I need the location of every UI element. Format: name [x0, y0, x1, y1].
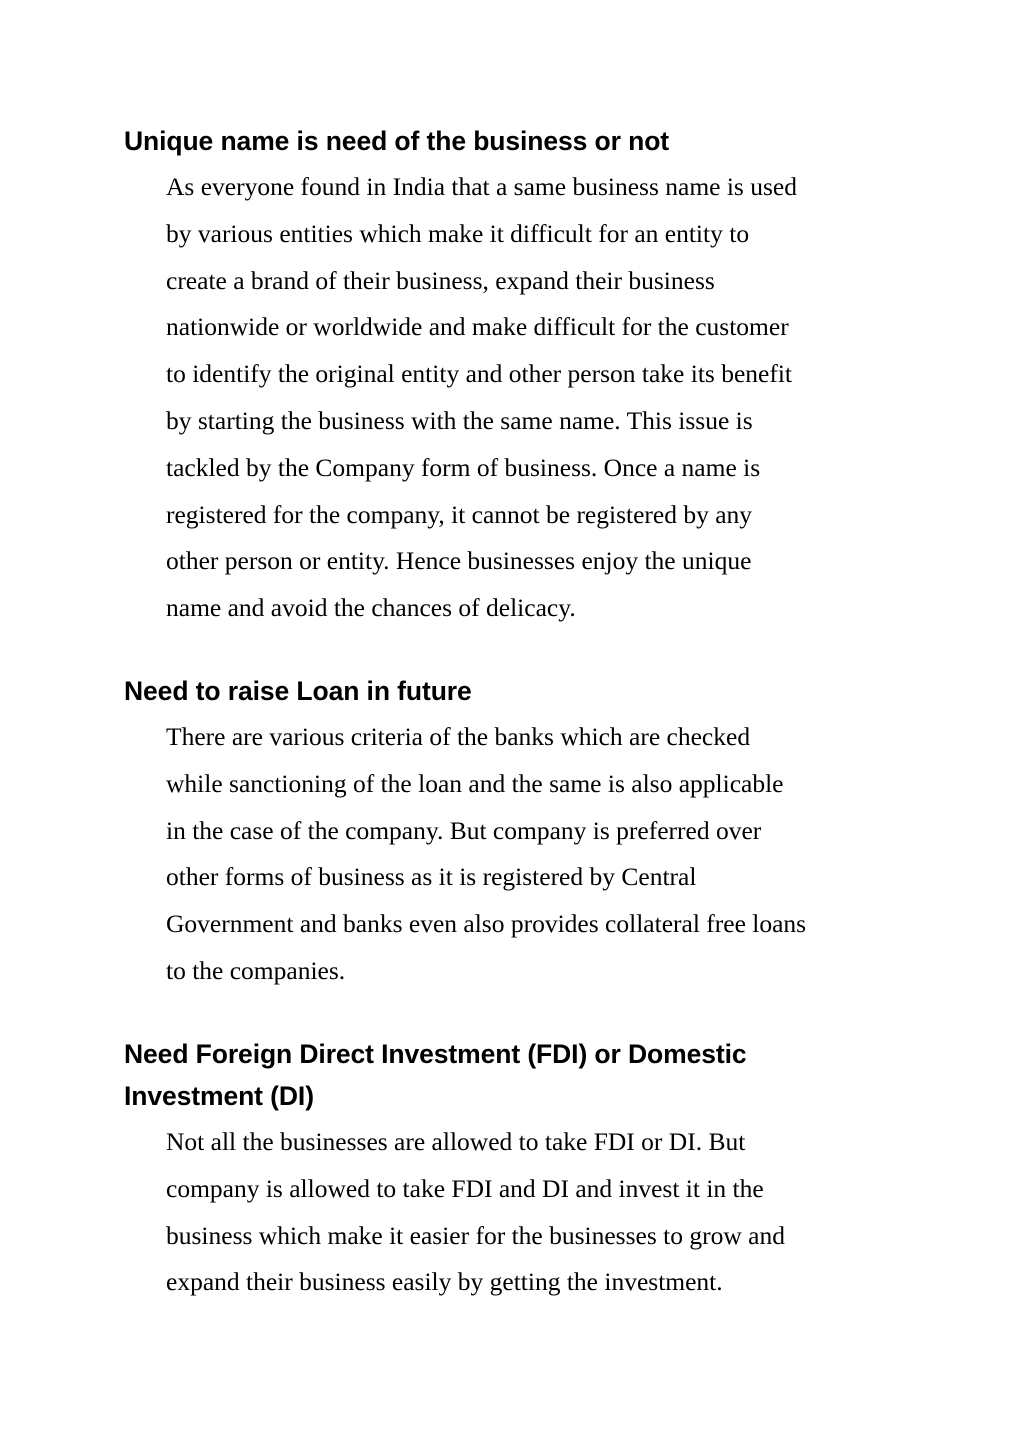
paragraph-line: to identify the original entity and other person take its benefit — [166, 359, 792, 389]
paragraph-line: create a brand of their business, expand their business — [166, 265, 715, 295]
paragraph-line: tackled by the Company form of business. Once a name is — [166, 452, 761, 482]
heading-line: Investment (DI) — [124, 1081, 314, 1111]
section-unique-name — [124, 120, 884, 632]
paragraph-line: by starting the business with the same name. This issue is — [166, 405, 753, 435]
section-heading: Unique name is need of the business or not — [124, 126, 670, 156]
heading-line: Need Foreign Direct Investment (FDI) or Domestic — [124, 1039, 747, 1069]
paragraph-line: Not all the businesses are allowed to take FDI or DI. But — [166, 1127, 746, 1156]
paragraph-line: business which make it easier for the businesses to grow and — [166, 1220, 785, 1250]
section-heading: Need to raise Loan in future — [124, 676, 472, 706]
section-heading — [124, 1033, 884, 1117]
paragraph-line: to the companies. — [166, 955, 346, 985]
paragraph-line: There are various criteria of the banks which are checked — [166, 722, 751, 751]
section-loan — [124, 670, 884, 995]
paragraph-line: in the case of the company. But company is preferred over — [166, 815, 762, 845]
paragraph-line: registered for the company, it cannot be registered by any — [166, 499, 753, 529]
paragraph-line: Government and banks even also provides collateral free loans — [166, 909, 807, 939]
section-paragraph — [166, 714, 866, 995]
section-paragraph — [166, 1119, 866, 1306]
paragraph-line: other forms of business as it is registered by Central — [166, 862, 697, 892]
paragraph-line: while sanctioning of the loan and the same is also applicable — [166, 768, 784, 798]
paragraph-line: name and avoid the chances of delicacy. — [166, 593, 576, 623]
section-paragraph — [166, 164, 866, 632]
paragraph-line: expand their business easily by getting the investment. — [166, 1267, 723, 1297]
section-investment — [124, 1033, 884, 1306]
paragraph-line: by various entities which make it difficult for an entity to — [166, 218, 750, 248]
paragraph-line: nationwide or worldwide and make difficult for the customer — [166, 312, 789, 342]
paragraph-line: As everyone found in India that a same business name is used — [166, 172, 797, 201]
paragraph-line: other person or entity. Hence businesses enjoy the unique — [166, 546, 752, 576]
paragraph-line: company is allowed to take FDI and DI and invest it in the — [166, 1173, 764, 1203]
